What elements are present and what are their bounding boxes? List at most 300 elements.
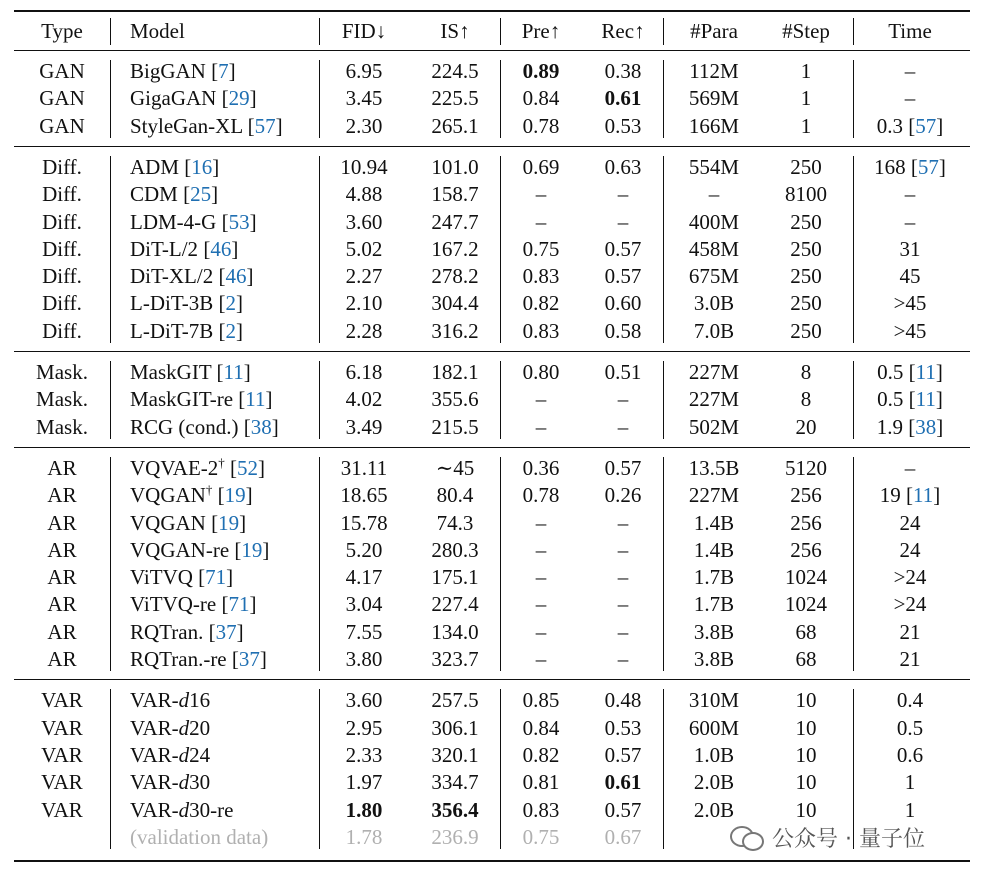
table-row [0,209,986,236]
cell-para: 166M [688,113,740,138]
cell-rec: 0.57 [604,742,642,767]
cell-is: 74.3 [436,510,474,535]
cell-step: 8100 [785,182,827,207]
column-divider [319,156,320,343]
cell-type: GAN [39,113,85,138]
cell-step: 256 [790,537,822,562]
cell-fid: 3.49 [345,414,383,439]
cell-type: VAR [41,770,83,795]
cell-rec: – [617,387,629,412]
cell-pre: – [535,414,547,439]
cell-pre: 0.69 [522,154,560,179]
cell-fid: 6.95 [345,59,383,83]
cell-para: 227M [688,483,740,508]
cell-is: 265.1 [431,113,479,138]
cell-rec: 0.53 [604,113,642,138]
cell-rec: 0.61 [604,770,642,795]
cell-time: 24 [899,537,921,562]
cell-para: 13.5B [688,455,740,480]
cell-model: DiT-L/2 [46] [130,236,239,261]
cell-type: Diff. [42,291,82,316]
cell-is: 182.1 [431,360,479,384]
cell-para: 400M [688,209,740,234]
cell-step: 10 [795,688,817,713]
cell-step: 10 [795,770,817,795]
table-row [0,414,986,441]
column-divider [663,457,664,671]
cell-fid: 18.65 [340,483,388,508]
column-divider [663,361,664,439]
column-divider [319,457,320,671]
col-header-is: IS↑ [440,19,470,43]
cell-para: 1.4B [693,510,735,535]
column-divider [110,60,111,138]
cell-pre: – [535,647,547,671]
cell-para: 2.0B [693,770,735,795]
table-row [0,510,986,537]
watermark-text: 公众号 · 量子位 [772,826,925,852]
cell-time: – [904,182,916,207]
cell-step: 5120 [785,455,827,480]
cell-type: AR [47,510,77,535]
column-divider [110,689,111,849]
cell-model: BigGAN [7] [130,59,236,83]
cell-is: 101.0 [431,154,479,179]
col-header-fid: FID↓ [341,19,387,43]
cell-pre: – [535,619,547,644]
table-row [0,386,986,413]
cell-fid: 4.17 [345,565,383,590]
cell-step: 250 [790,318,822,343]
cell-type: AR [47,455,77,480]
cell-rec: – [617,537,629,562]
cell-para: 1.7B [693,565,735,590]
cell-type: AR [47,565,77,590]
column-divider [500,18,501,45]
cell-type: GAN [39,59,85,83]
cell-para: – [708,182,720,207]
cell-time: 0.6 [896,742,924,767]
cell-step: 1024 [785,592,827,617]
cell-para: 1.0B [693,742,735,767]
column-divider [319,361,320,439]
cell-is: 356.4 [431,797,479,822]
cell-rec: 0.26 [604,483,642,508]
cell-model: VQGAN-re [19] [130,537,270,562]
cell-step: 1024 [785,565,827,590]
col-header-para: #Para [690,19,738,43]
table-row [0,113,986,140]
cell-rec: 0.48 [604,688,642,713]
table-row [0,236,986,263]
cell-para: 1.7B [693,592,735,617]
cell-is: 304.4 [431,291,479,316]
cell-time: 1 [904,770,916,795]
cell-pre: – [535,182,547,207]
column-divider [110,361,111,439]
cell-time: 24 [899,510,921,535]
cell-type: Mask. [36,387,88,412]
cell-fid: 15.78 [340,510,388,535]
cell-para: 7.0B [693,318,735,343]
cell-model: DiT-XL/2 [46] [130,264,254,289]
cell-rec: 0.38 [604,59,642,83]
cell-model: VQGAN [19] [130,510,247,535]
cell-model: ViTVQ-re [71] [130,592,257,617]
cell-rec: 0.63 [604,154,642,179]
cell-time: 1 [904,797,916,822]
cell-type: VAR [41,688,83,713]
cell-time: >24 [893,565,927,590]
col-header-type: Type [41,19,83,43]
cell-is: 355.6 [431,387,479,412]
table-row [0,769,986,796]
cell-step: 250 [790,236,822,261]
cell-model: MaskGIT [11] [130,360,251,384]
cell-fid: 2.95 [345,715,383,740]
cell-is: 167.2 [431,236,479,261]
group-rule [14,679,970,680]
cell-para: 2.0B [693,797,735,822]
cell-is: 175.1 [431,565,479,590]
cell-type: AR [47,592,77,617]
cell-fid: 7.55 [345,619,383,644]
table-row [0,263,986,290]
cell-para: 458M [688,236,740,261]
cell-rec: – [617,592,629,617]
cell-is: ∼45 [435,455,475,480]
column-divider [500,60,501,138]
column-divider [853,457,854,671]
cell-rec: 0.51 [604,360,642,384]
cell-para: 554M [688,154,740,179]
table-row [0,482,986,509]
cell-pre: 0.78 [522,483,560,508]
col-header-step: #Step [782,19,830,43]
cell-pre: 0.89 [522,59,560,83]
cell-fid: 1.97 [345,770,383,795]
cell-rec: – [617,414,629,439]
cell-pre: 0.83 [522,264,560,289]
column-divider [110,18,111,45]
col-header-pre: Pre↑ [521,19,561,43]
cell-rec: 0.57 [604,797,642,822]
cell-type: AR [47,647,77,671]
cell-type: Diff. [42,154,82,179]
group-rule [14,447,970,448]
cell-time: 0.4 [896,688,924,713]
cell-model: RQTran.-re [37] [130,647,267,671]
cell-fid: 3.04 [345,592,383,617]
cell-rec: 0.57 [604,264,642,289]
cell-rec: 0.53 [604,715,642,740]
cell-is: 134.0 [431,619,479,644]
header-rule [14,50,970,51]
cell-step: 250 [790,291,822,316]
cell-rec: 0.57 [604,236,642,261]
cell-model: (validation data) [130,824,269,849]
cell-model: GigaGAN [29] [130,86,257,111]
col-header-rec: Rec↑ [601,19,645,43]
table-row [0,318,986,345]
cell-step: 256 [790,483,822,508]
cell-para: 310M [688,688,740,713]
cell-type: AR [47,483,77,508]
cell-type: Mask. [36,414,88,439]
cell-para: 502M [688,414,740,439]
column-divider [500,156,501,343]
cell-fid: 2.27 [345,264,383,289]
group-rule [14,146,970,147]
cell-step: 250 [790,264,822,289]
column-divider [663,60,664,138]
cell-time: 0.5 [11] [877,387,943,412]
cell-model: VAR-d30-re [130,797,234,822]
cell-pre: 0.82 [522,742,560,767]
column-divider [319,18,320,45]
cell-pre: – [535,209,547,234]
cell-model: CDM [25] [130,182,219,207]
cell-para: 112M [689,59,739,83]
cell-para: 3.8B [693,647,735,671]
column-divider [110,457,111,671]
cell-pre: 0.81 [522,770,560,795]
table-row [0,687,986,714]
cell-fid: 10.94 [340,154,388,179]
cell-step: 68 [795,619,817,644]
table-row [0,742,986,769]
cell-para: 675M [688,264,740,289]
table-row [0,85,986,112]
cell-step: 10 [795,797,817,822]
cell-type: VAR [41,797,83,822]
cell-pre: 0.82 [522,291,560,316]
cell-pre: 0.84 [522,715,560,740]
wechat-icon [730,824,764,850]
column-divider [663,156,664,343]
cell-fid: 5.02 [345,236,383,261]
header-row [0,18,986,45]
cell-pre: 0.83 [522,318,560,343]
cell-type: Diff. [42,209,82,234]
cell-rec: – [617,565,629,590]
column-divider [853,361,854,439]
column-divider [853,156,854,343]
cell-step: 250 [790,209,822,234]
cell-fid: 31.11 [340,455,388,480]
cell-pre: 0.75 [522,236,560,261]
cell-fid: 2.30 [345,113,383,138]
cell-time: 0.5 [11] [877,360,943,384]
cell-fid: 1.80 [345,797,383,822]
cell-rec: – [617,182,629,207]
cell-time: 19 [11] [879,483,941,508]
cell-type: AR [47,537,77,562]
cell-time: 45 [899,264,921,289]
column-divider [663,689,664,849]
table-row [0,715,986,742]
column-divider [110,156,111,343]
cell-time: 21 [899,619,921,644]
cell-type: AR [47,619,77,644]
top-rule [14,10,970,12]
cell-step: 8 [800,387,812,412]
cell-type: Diff. [42,318,82,343]
col-header-model: Model [130,19,185,43]
cell-is: 334.7 [431,770,479,795]
cell-step: 256 [790,510,822,535]
cell-pre: 0.83 [522,797,560,822]
cell-pre: 0.80 [522,360,560,384]
cell-time: – [904,59,916,83]
table-row [0,154,986,181]
cell-model: StyleGan-XL [57] [130,113,283,138]
column-divider [853,18,854,45]
cell-step: 1 [800,113,812,138]
cell-fid: 2.10 [345,291,383,316]
cell-time: 31 [899,236,921,261]
cell-step: 8 [800,360,812,384]
cell-fid: 2.33 [345,742,383,767]
cell-pre: – [535,592,547,617]
cell-is: 225.5 [431,86,479,111]
cell-model: VAR-d16 [130,688,211,713]
table-row [0,564,986,591]
cell-rec: 0.60 [604,291,642,316]
cell-step: 1 [800,59,812,83]
cell-pre: – [535,537,547,562]
cell-time: 1.9 [38] [876,414,944,439]
cell-para: 600M [688,715,740,740]
cell-fid: 2.28 [345,318,383,343]
cell-para: 3.0B [693,291,735,316]
cell-fid: 1.78 [345,824,383,849]
cell-rec: – [617,510,629,535]
cell-rec: 0.67 [604,824,642,849]
watermark [730,820,925,854]
cell-fid: 4.02 [345,387,383,412]
cell-step: 250 [790,154,822,179]
table-row [0,591,986,618]
cell-pre: 0.78 [522,113,560,138]
cell-model: VAR-d20 [130,715,211,740]
cell-fid: 3.60 [345,688,383,713]
cell-type: GAN [39,86,85,111]
cell-time: >24 [893,592,927,617]
column-divider [319,689,320,849]
cell-is: 158.7 [431,182,479,207]
table-row [0,58,986,85]
cell-time: – [904,209,916,234]
cell-fid: 3.60 [345,209,383,234]
cell-model: L-DiT-3B [2] [130,291,243,316]
cell-is: 306.1 [431,715,479,740]
cell-fid: 5.20 [345,537,383,562]
cell-type: Mask. [36,360,88,384]
cell-type: Diff. [42,264,82,289]
cell-model: ADM [16] [130,154,220,179]
table-row [0,646,986,673]
cell-type: Diff. [42,182,82,207]
cell-time: 168 [57] [874,154,946,179]
cell-is: 215.5 [431,414,479,439]
cell-time: 0.5 [896,715,924,740]
table-row [0,290,986,317]
bottom-rule [14,860,970,862]
cell-pre: – [535,565,547,590]
column-divider [500,361,501,439]
cell-model: ViTVQ [71] [130,565,234,590]
column-divider [663,18,664,45]
cell-type: VAR [41,742,83,767]
cell-pre: 0.85 [522,688,560,713]
column-divider [319,60,320,138]
cell-is: 227.4 [431,592,479,617]
cell-pre: – [535,510,547,535]
cell-type: VAR [41,715,83,740]
table-row [0,537,986,564]
group-rule [14,351,970,352]
cell-pre: – [535,387,547,412]
column-divider [500,457,501,671]
cell-para: 3.8B [693,619,735,644]
cell-model: VQGAN† [19] [130,482,253,508]
cell-pre: 0.75 [522,824,560,849]
cell-pre: 0.84 [522,86,560,111]
cell-is: 236.9 [431,824,479,849]
cell-pre: 0.36 [522,455,560,480]
cell-model: RCG (cond.) [38] [130,414,279,439]
cell-fid: 3.80 [345,647,383,671]
cell-is: 278.2 [431,264,479,289]
cell-step: 10 [795,715,817,740]
cell-type: Diff. [42,236,82,261]
column-divider [500,689,501,849]
cell-fid: 3.45 [345,86,383,111]
cell-time: >45 [893,291,927,316]
cell-is: 257.5 [431,688,479,713]
cell-para: 227M [688,360,740,384]
cell-time: 21 [899,647,921,671]
cell-step: 20 [795,414,817,439]
cell-rec: 0.61 [604,86,642,111]
cell-para: 569M [688,86,740,111]
cell-step: 68 [795,647,817,671]
cell-is: 280.3 [431,537,479,562]
cell-is: 320.1 [431,742,479,767]
cell-step: 10 [795,742,817,767]
cell-model: LDM-4-G [53] [130,209,257,234]
table-row [0,181,986,208]
cell-model: L-DiT-7B [2] [130,318,243,343]
cell-rec: 0.57 [604,455,642,480]
cell-model: MaskGIT-re [11] [130,387,273,412]
cell-is: 247.7 [431,209,479,234]
cell-para: 1.4B [693,537,735,562]
cell-is: 80.4 [436,483,474,508]
cell-rec: – [617,647,629,671]
cell-model: VAR-d24 [130,742,211,767]
col-header-time: Time [888,19,932,43]
cell-time: – [904,86,916,111]
cell-is: 323.7 [431,647,479,671]
cell-para: 227M [688,387,740,412]
cell-is: 316.2 [431,318,479,343]
table-row [0,455,986,482]
cell-fid: 4.88 [345,182,383,207]
cell-time: >45 [893,318,927,343]
cell-model: RQTran. [37] [130,619,244,644]
